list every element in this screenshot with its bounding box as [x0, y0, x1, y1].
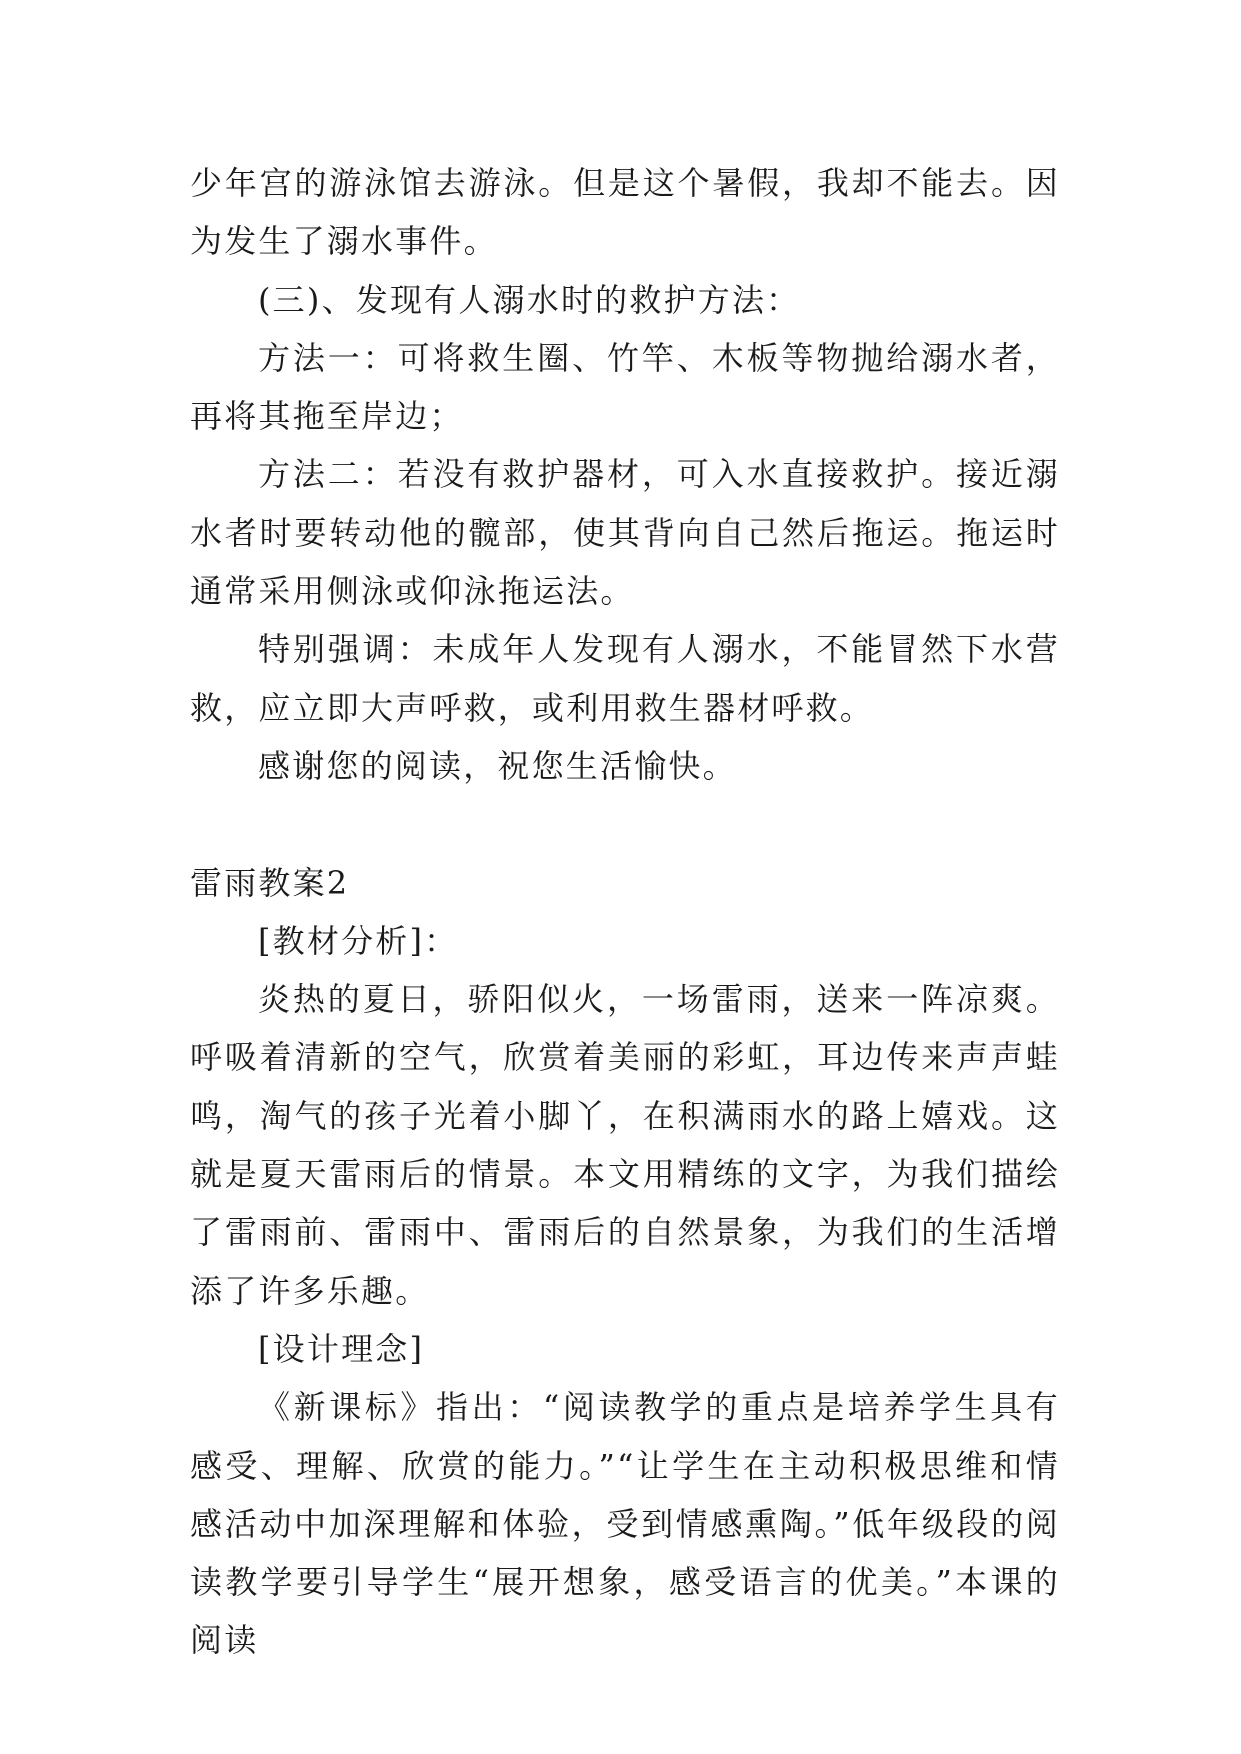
- blank-line: [190, 795, 1060, 853]
- paragraph-continuation: 少年宫的游泳馆去游泳。但是这个暑假，我却不能去。因为发生了溺水事件。: [190, 164, 1060, 261]
- paragraph-design-concept: 《新课标》指出：“阅读教学的重点是培养学生具有感受、理解、欣赏的能力。”“让学生在主动积极思维和情感活动中加深理解和体验，受到情感熏陶。”低年级段的阅读教学要引导学生“展开想象，感受语言的优美。”本课的阅读: [190, 1388, 1060, 1660]
- section-title: 雷雨教案2: [190, 863, 350, 902]
- paragraph-thanks: 感谢您的阅读，祝您生活愉快。: [258, 746, 737, 785]
- paragraph-design-heading: [设计理念]: [258, 1329, 425, 1368]
- paragraph-material-heading: [教材分析]：: [258, 921, 459, 960]
- paragraph-method-two: 方法二：若没有救护器材，可入水直接救护。接近溺水者时要转动他的髋部，使其背向自己然后拖运。拖运时通常采用侧泳或仰泳拖运法。: [190, 455, 1060, 611]
- paragraph-method-one: 方法一：可将救生圈、竹竿、木板等物抛给溺水者，再将其拖至岸边；: [190, 338, 1060, 436]
- paragraph-material-analysis: 炎热的夏日，骄阳似火，一场雷雨，送来一阵凉爽。呼吸着清新的空气，欣赏着美丽的彩虹，耳边传来声声蛙鸣，淘气的孩子光着小脚丫，在积满雨水的路上嬉戏。这就是夏天雷雨后的情景。本文用精练的文字，为我们描绘了雷雨前、雷雨中、雷雨后的自然景象，为我们的生活增添了许多乐趣。: [190, 980, 1060, 1310]
- document-body: [190, 154, 1060, 1670]
- paragraph-rescue-heading: (三)、发现有人溺水时的救护方法：: [258, 280, 801, 319]
- paragraph-special-note: 特别强调：未成年人发现有人溺水，不能冒然下水营救，应立即大声呼救，或利用救生器材呼救。: [190, 630, 1060, 727]
